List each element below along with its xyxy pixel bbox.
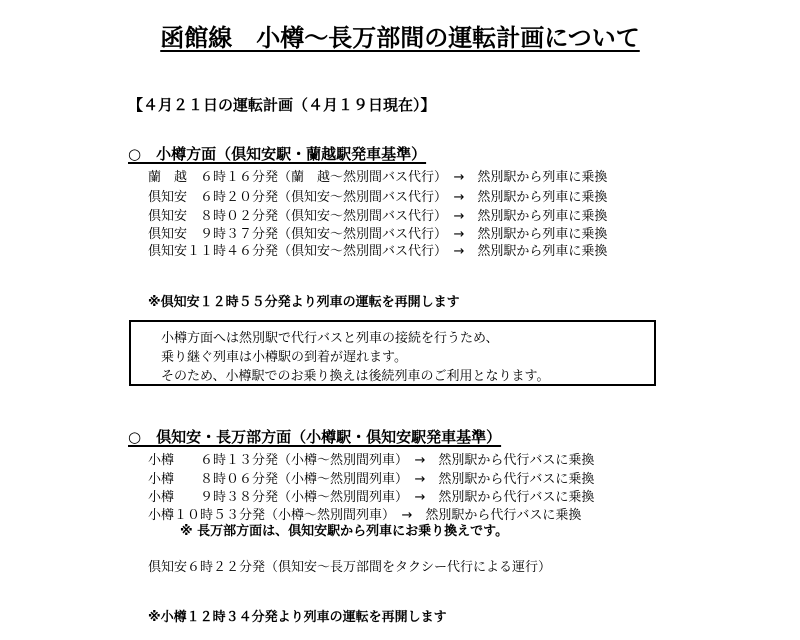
notice-line: 小樽方面へは然別駅で代行バスと列車の接続を行うため、 — [161, 331, 499, 346]
resume-note-kutchan: ※倶知安１２時５５分発より列車の運転を再開します — [148, 295, 460, 310]
schedule-row: 倶知安 ６時２０分発（倶知安～然別間バス代行） → 然別駅から列車に乗換 — [148, 190, 608, 205]
transfer-note: ※ 長万部方面は、倶知安駅から列車にお乗り換えです。 — [180, 524, 509, 539]
section-heading-oshamambe-direction: ○ 倶知安・長万部方面（小樽駅・倶知安駅発車基準） — [128, 428, 502, 446]
notice-line: 乗り継ぐ列車は小樽駅の到着が遅れます。 — [161, 350, 407, 365]
schedule-row: 小樽 ６時１３分発（小樽～然別間列車） → 然別駅から代行バスに乗換 — [148, 453, 595, 468]
plan-heading: 【４月２１日の運転計画（４月１９日現在）】 — [128, 96, 436, 114]
schedule-row: 小樽 ９時３８分発（小樽～然別間列車） → 然別駅から代行バスに乗換 — [148, 490, 595, 505]
page-title: 函館線 小樽～長万部間の運転計画について — [160, 24, 640, 52]
notice-box — [129, 320, 656, 386]
schedule-row: 倶知安 ９時３７分発（倶知安～然別間バス代行） → 然別駅から列車に乗換 — [148, 227, 608, 242]
taxi-line: 倶知安６時２２分発（倶知安～長万部間をタクシー代行による運行） — [148, 560, 552, 575]
notice-line: そのため、小樽駅でのお乗り換えは後続列車のご利用となります。 — [161, 369, 550, 384]
schedule-row: 小樽 ８時０６分発（小樽～然別間列車） → 然別駅から代行バスに乗換 — [148, 472, 595, 487]
schedule-row: 蘭 越 ６時１６分発（蘭 越～然別間バス代行） → 然別駅から列車に乗換 — [148, 170, 608, 185]
resume-note-otaru: ※小樽１２時３４分発より列車の運転を再開します — [148, 610, 447, 625]
schedule-row: 倶知安 ８時０２分発（倶知安～然別間バス代行） → 然別駅から列車に乗換 — [148, 209, 608, 224]
schedule-row: 倶知安１１時４６分発（倶知安～然別間バス代行） → 然別駅から列車に乗換 — [148, 244, 608, 259]
section-heading-otaru-direction: ○ 小樽方面（倶知安駅・蘭越駅発車基準） — [128, 145, 427, 163]
schedule-row: 小樽１０時５３分発（小樽～然別間列車） → 然別駅から代行バスに乗換 — [148, 508, 582, 523]
